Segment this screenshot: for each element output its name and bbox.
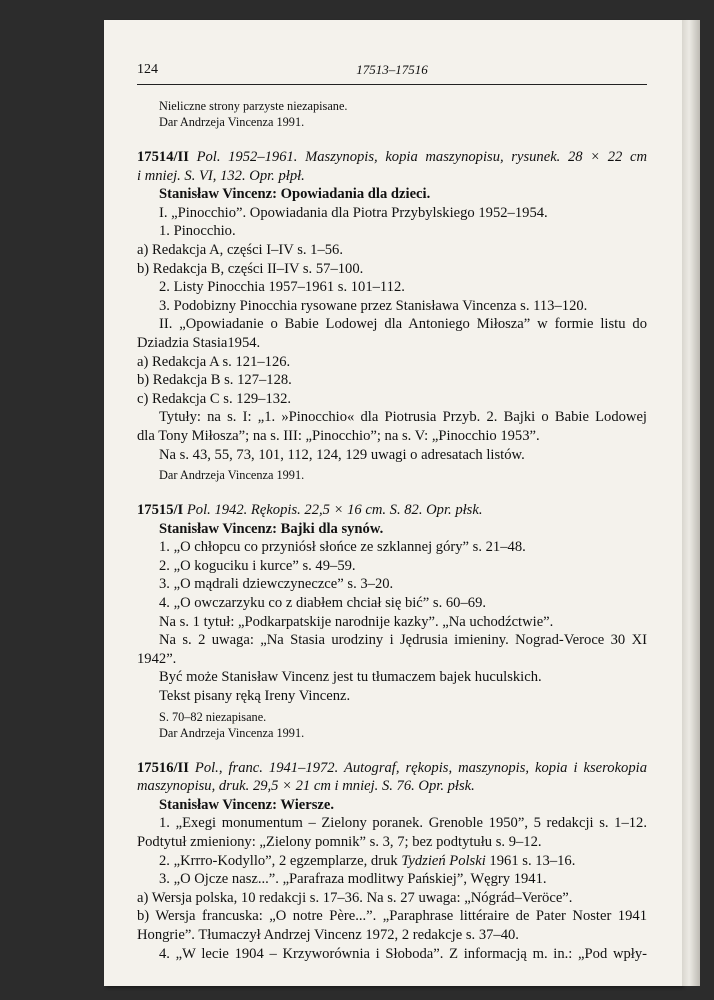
periodical-title: Tydzień Polski xyxy=(401,852,486,869)
entry-signature: 17514/II xyxy=(137,149,189,165)
list-item: a) Redakcja A s. 121–126. xyxy=(137,353,291,370)
entry-17514 xyxy=(137,148,647,483)
entry-title: Stanisław Vincenz: Bajki dla synów. xyxy=(159,520,384,537)
entry-signature: 17515/I xyxy=(137,502,184,519)
titles-note-cont: dla Tony Miłosza”; na s. III: „Pinocchio”; na s. V: „Pinocchio 1953”. xyxy=(137,427,540,444)
entry-description: 17514/II Pol. 1952–1961. Maszynopis, kopia maszynopisu, rysunek. 28 × 22 cm xyxy=(137,149,647,165)
entry-signature: 17516/II xyxy=(137,759,189,776)
list-item-cont: Hongrie”. Tłumaczył Andrzej Vincenz 1972, 2 redakcje s. 37–40. xyxy=(137,926,519,943)
entry-description-cont: maszynopisu, druk. 29,5 × 21 cm i mniej. S. 76. Opr. płsk. xyxy=(137,778,475,795)
entry-description: 17515/I Pol. 1942. Rękopis. 22,5 × 16 cm. S. 82. Opr. płsk. xyxy=(137,502,483,519)
remark-note: Tekst pisany ręką Ireny Vincenz. xyxy=(159,688,351,705)
entry-17515 xyxy=(137,501,647,741)
list-item: 3. „O Ojcze nasz...”. „Parafraza modlitwy Pańskiej”, Węgry 1941. xyxy=(159,871,547,888)
list-item: II. „Opowiadanie o Babie Lodowej dla Antoniego Miłosza” w formie listu do xyxy=(159,316,647,333)
page-header xyxy=(137,62,647,85)
entry-description-cont: i mniej. S. VI, 132. Opr. płpł. xyxy=(137,167,305,184)
provenance-note: Dar Andrzeja Vincenza 1991. xyxy=(159,115,305,129)
list-item: 1. Pinocchio. xyxy=(159,223,236,240)
note: Nieliczne strony parzyste niezapisane. xyxy=(159,99,348,113)
list-item-cont: Podtytuł zmieniony: „Zielony pomnik” s. 3, 7; bez podtytułu s. 9–12. xyxy=(137,834,542,850)
entry-title: Stanisław Vincenz: Wiersze. xyxy=(159,796,334,813)
list-item: Dziadzia Stasia1954. xyxy=(137,334,261,351)
note: S. 70–82 niezapisane. xyxy=(159,709,267,724)
list-item: 3. „O mądrali dziewczyneczce” s. 3–20. xyxy=(159,576,394,593)
list-item: 2. Listy Pinocchia 1957–1961 s. 101–112. xyxy=(159,279,405,296)
remark-note: Na s. 2 uwaga: „Na Stasia urodziny i Jędrusia imieniny. Nograd-Veroce 30 XI xyxy=(159,632,647,649)
remark-note: Być może Stanisław Vincenz jest tu tłumaczem bajek huculskich. xyxy=(159,669,542,686)
list-item: a) Redakcja A, części I–IV s. 1–56. xyxy=(137,241,344,258)
catalog-page xyxy=(104,20,682,986)
list-item: a) Wersja polska, 10 redakcji s. 17–36. Na s. 27 uwaga: „Nógrád–Veröce”. xyxy=(137,889,573,906)
list-item: c) Redakcja C s. 129–132. xyxy=(137,390,292,407)
provenance-note: Dar Andrzeja Vincenza 1991. xyxy=(159,725,305,740)
entry-title: Stanisław Vincenz: Opowiadania dla dzieci. xyxy=(159,186,431,203)
list-item: 2. „O koguciku i kurce” s. 49–59. xyxy=(159,557,356,574)
entry-17513-tail xyxy=(137,98,647,130)
titles-note: Tytuły: na s. I: „1. »Pinocchio« dla Piotrusia Przyb. 2. Bajki o Babie Lodowej xyxy=(159,409,647,426)
page-content xyxy=(137,98,647,963)
list-item: 1. „O chłopcu co przyniósł słońce ze szklannej góry” s. 21–48. xyxy=(159,539,526,556)
list-item: 1. „Exegi monumentum – Zielony poranek. Grenoble 1950”, 5 redakcji s. 1–12. xyxy=(159,815,647,832)
remarks-note: Na s. 43, 55, 73, 101, 112, 124, 129 uwagi o adresatach listów. xyxy=(159,446,525,463)
list-item: b) Wersja francuska: „O notre Père...”. „Paraphrase littéraire de Pater Noster 1941 xyxy=(137,908,647,925)
list-item: b) Redakcja B s. 127–128. xyxy=(137,372,292,389)
list-item: 2. „Krrro-Kodyllo”, 2 egzemplarze, druk Tydzień Polski 1961 s. 13–16. xyxy=(159,852,576,869)
page-number: 124 xyxy=(137,62,158,77)
list-item: b) Redakcja B, części II–IV s. 57–100. xyxy=(137,260,364,277)
entry-description: 17516/II Pol., franc. 1941–1972. Autograf, rękopis, maszynopis, kopia i kserokopia xyxy=(137,759,647,776)
list-item: 4. „W lecie 1904 – Krzyworównia i Słoboda”. Z informacją m. in.: „Pod wpły- xyxy=(159,945,647,962)
provenance-note: Dar Andrzeja Vincenza 1991. xyxy=(159,468,305,483)
list-item: 4. „O owczarzyku co z diabłem chciał się bić” s. 60–69. xyxy=(159,595,487,612)
page-edge xyxy=(682,20,700,986)
title-note: Na s. 1 tytuł: „Podkarpatskije narodnije kazky”. „Na uchodźctwie”. xyxy=(159,613,554,630)
running-title: 17513–17516 xyxy=(356,62,428,77)
remark-note-cont: 1942”. xyxy=(137,650,177,667)
entry-17516 xyxy=(137,759,647,964)
list-item: 3. Podobizny Pinocchia rysowane przez Stanisława Vincenza s. 113–120. xyxy=(159,297,588,314)
list-item: I. „Pinocchio”. Opowiadania dla Piotra Przybylskiego 1952–1954. xyxy=(159,204,548,221)
